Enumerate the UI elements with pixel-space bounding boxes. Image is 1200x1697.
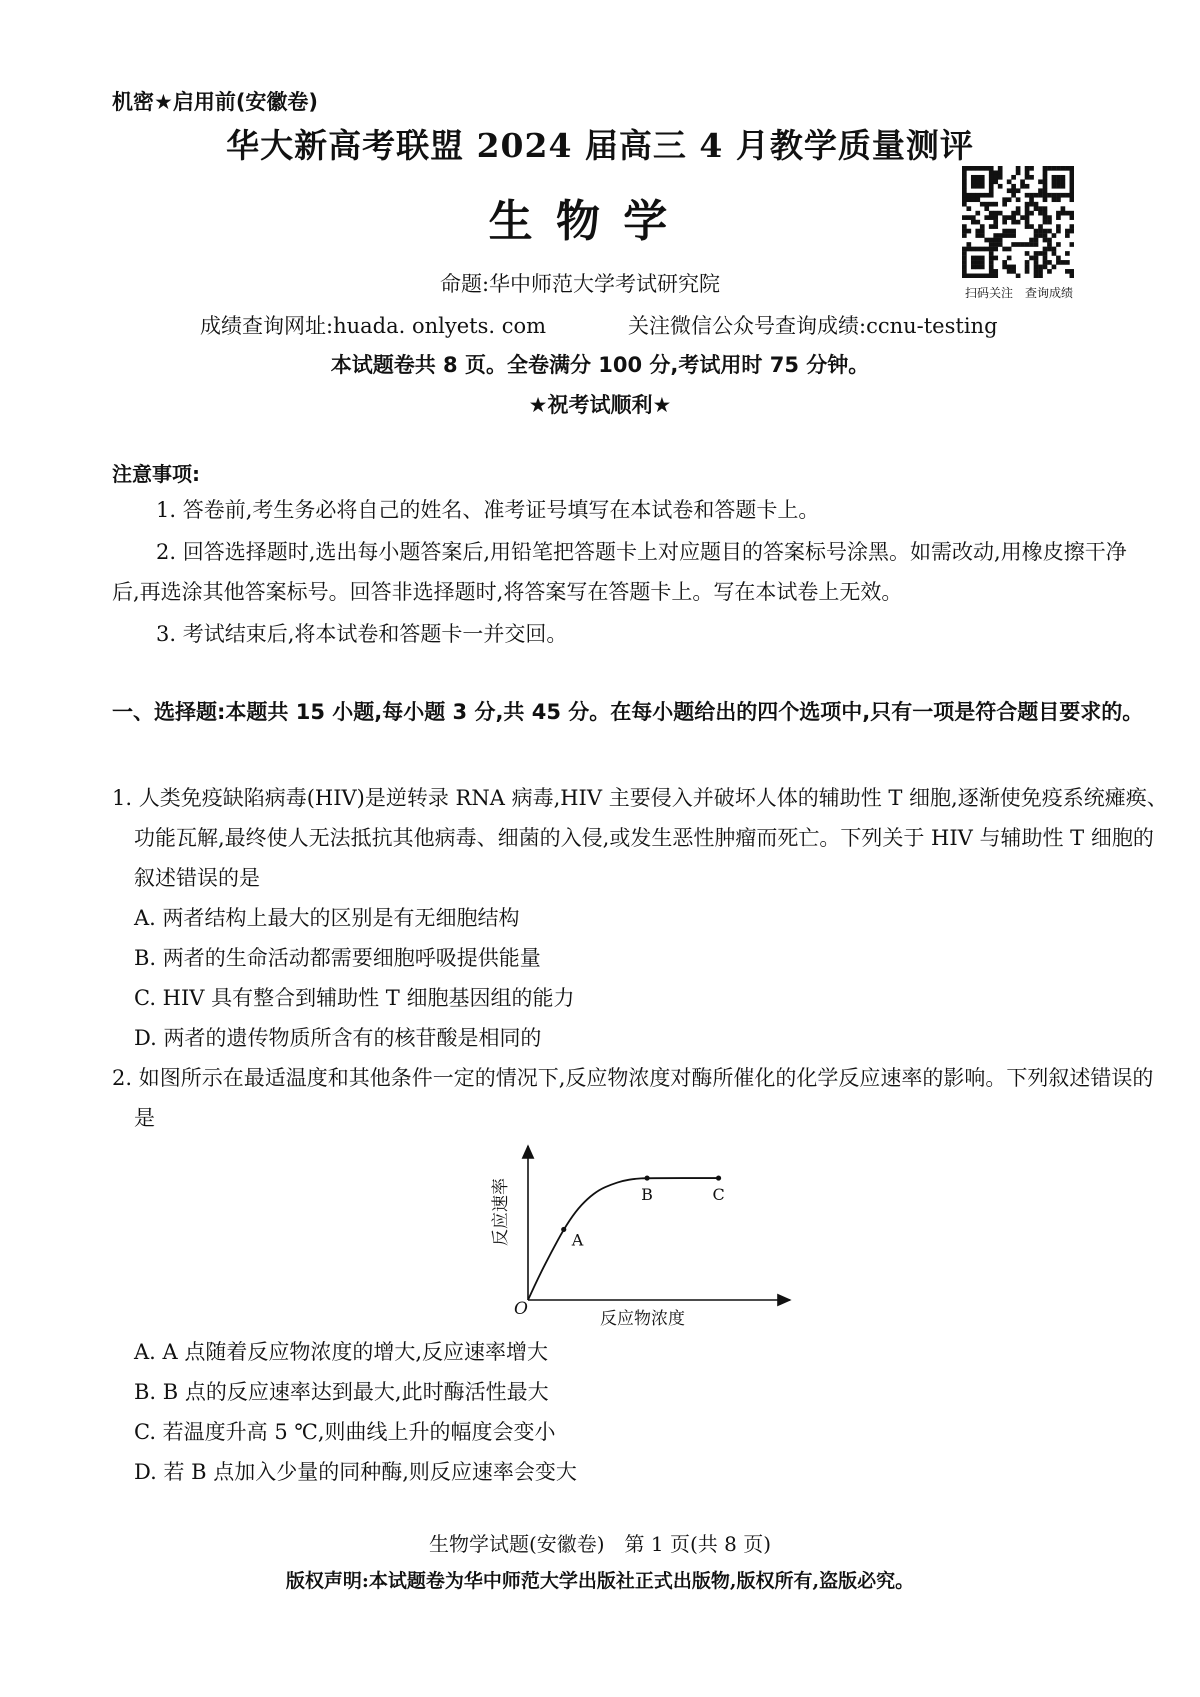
question-2-option-d: D. 若 B 点加入少量的同种酶,则反应速率会变大 [134,1460,577,1484]
point-label-c: C [712,1185,725,1205]
question-2-option-a: A. A 点随着反应物浓度的增大,反应速率增大 [134,1340,549,1364]
enzyme-rate-chart [470,1138,800,1328]
question-1-option-c: C. HIV 具有整合到辅助性 T 细胞基因组的能力 [134,986,575,1010]
subject-title: 生 物 学 [488,196,672,247]
page-footer: 生物学试题(安徽卷) 第 1 页(共 8 页) [428,1532,772,1556]
point-a [561,1227,566,1232]
y-axis-label: 反应速率 [491,1178,511,1246]
rate-curve [528,1178,719,1300]
point-label-a: A [571,1230,584,1250]
point-label-b: B [641,1185,653,1205]
notes-title: 注意事项: [112,462,200,486]
note-item-3: 3. 考试结束后,将本试卷和答题卡一并交回。 [156,622,568,646]
question-1-option-d: D. 两者的遗传物质所含有的核苷酸是相同的 [134,1026,542,1050]
x-axis-label: 反应物浓度 [600,1309,685,1328]
question-1-option-b: B. 两者的生命活动都需要细胞呼吸提供能量 [134,946,541,970]
wish-line: ★祝考试顺利★ [528,393,672,417]
note-item-1: 1. 答卷前,考生务必将自己的姓名、准考证号填写在本试卷和答题卡上。 [156,498,820,522]
origin-label: O [514,1299,528,1319]
question-2-option-b: B. B 点的反应速率达到最大,此时酶活性最大 [134,1380,549,1404]
main-title: 华大新高考联盟 2024 届高三 4 月教学质量测评 [226,126,974,165]
copyright-notice: 版权声明:本试题卷为华中师范大学出版社正式出版物,版权所有,盗版必究。 [285,1570,915,1592]
question-1-stem: 1. 人类免疫缺陷病毒(HIV)是逆转录 RNA 病毒,HIV 主要侵入并破坏人体的辅助性 T 细胞,逐渐使免疫系统瘫痪、功能瓦解,最终使人无法抵抗其他病毒、细菌的入侵,或发生恶性肿瘤而死亡。下列关于 HIV 与辅助性 T 细胞的叙述错误的是 [112,786,1168,890]
question-1-option-a: A. 两者结构上最大的区别是有无细胞结构 [134,906,520,930]
exam-info: 本试题卷共 8 页。全卷满分 100 分,考试用时 75 分钟。 [330,353,870,377]
question-2-option-c: C. 若温度升高 5 ℃,则曲线上升的幅度会变小 [134,1420,556,1444]
score-site: 成绩查询网址:huada. onlyets. com [200,314,547,338]
point-c [716,1175,721,1180]
qr-code-icon [962,166,1074,278]
question-2-stem: 2. 如图所示在最适温度和其他条件一定的情况下,反应物浓度对酶所催化的化学反应速率的影响。下列叙述错误的是 [112,1066,1154,1130]
author-line: 命题:华中师范大学考试研究院 [439,272,721,296]
qr-caption: 扫码关注 查询成绩 [964,286,1073,300]
point-b [644,1175,649,1180]
wechat-info: 关注微信公众号查询成绩:ccnu-testing [628,314,998,338]
note-item-2: 2. 回答选择题时,选出每小题答案后,用铅笔把答题卡上对应题目的答案标号涂黑。如需改动,用橡皮擦干净后,再选涂其他答案标号。回答非选择题时,将答案写在答题卡上。写在本试卷上无效。 [112,540,1127,604]
secret-tag: 机密★启用前(安徽卷) [112,90,319,114]
section-heading: 一、选择题:本题共 15 小题,每小题 3 分,共 45 分。在每小题给出的四个选项中,只有一项是符合题目要求的。 [112,700,1144,724]
